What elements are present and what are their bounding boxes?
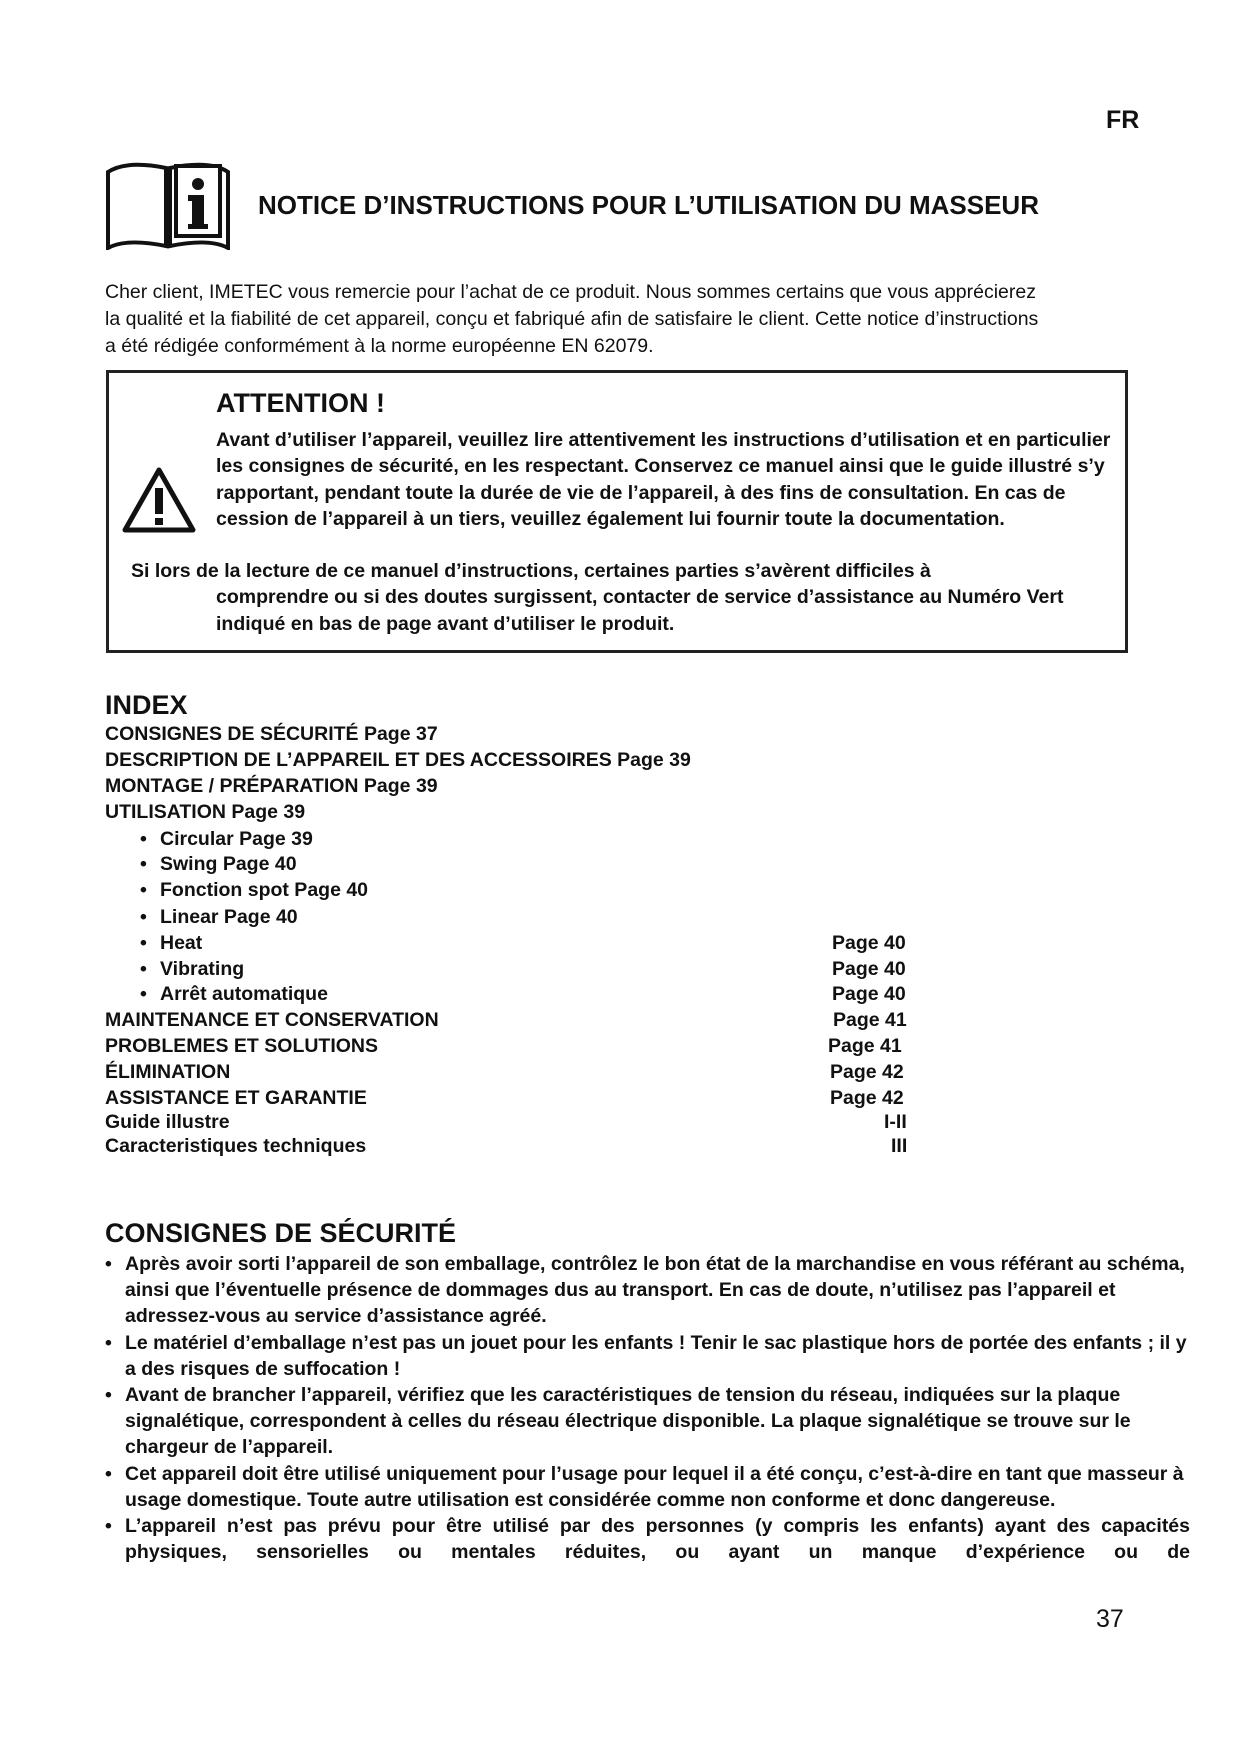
index-entry: ASSISTANCE ET GARANTIE: [105, 1087, 367, 1109]
page-number: 37: [1096, 1605, 1124, 1633]
index-entry: Guide illustre: [105, 1111, 230, 1133]
index-entry: UTILISATION Page 39: [105, 801, 306, 823]
index-page: Page 40: [832, 932, 906, 954]
intro-line: a été rédigée conformément à la norme européenne EN 62079.: [105, 335, 654, 357]
index-subentry: • Swing Page 40: [140, 852, 297, 876]
page-title: NOTICE D’INSTRUCTIONS POUR L’UTILISATION DU MASSEUR: [258, 190, 1039, 220]
index-entry: MAINTENANCE ET CONSERVATION: [105, 1009, 439, 1031]
safety-list: [105, 1251, 1190, 1565]
index-subentry: • Linear Page 40: [140, 905, 298, 929]
intro-line: Cher client, IMETEC vous remercie pour l’achat de ce produit. Nous sommes certains que vous apprécierez: [105, 281, 1036, 303]
safety-item: • L’appareil n’est pas prévu pour être utilisé par des personnes (y compris les enfants) ayant des capacités physiques, sensorielles ou mentales réduites, ou ayant un manque d’expérience ou de: [105, 1513, 1190, 1565]
index-page: Page 42: [830, 1087, 904, 1109]
attention-paragraph-2: [131, 558, 1128, 637]
intro-paragraph: [105, 279, 1155, 360]
attention-text: Si lors de la lecture de ce manuel d’instructions, certaines parties s’avèrent difficiles à: [131, 560, 931, 582]
safety-item: • Avant de brancher l’appareil, vérifiez que les caractéristiques de tension du réseau, indiquées sur la plaque signalétique, correspondent à celles du réseau électrique disponible. La plaque signalétique se trouve sur le chargeur de l’appareil.: [105, 1382, 1190, 1461]
index-subentry: • Heat: [140, 931, 202, 955]
warning-triangle-icon: [121, 466, 197, 534]
index-page: Page 40: [832, 958, 906, 980]
safety-item: • Cet appareil doit être utilisé uniquement pour l’usage pour lequel il a été conçu, c’est-à-dire en tant que masseur à usage domestique. Toute autre utilisation est considérée comme non conforme et donc dangereuse.: [105, 1461, 1190, 1513]
intro-line: la qualité et la fiabilité de cet appareil, conçu et fabriqué afin de satisfaire le client. Cette notice d’instructions: [105, 308, 1039, 330]
language-code: FR: [1106, 106, 1140, 134]
index-entry: MONTAGE / PRÉPARATION Page 39: [105, 775, 438, 797]
index-subentry: • Fonction spot Page 40: [140, 878, 368, 902]
index-page: Page 42: [830, 1061, 904, 1083]
index-heading: INDEX: [105, 690, 188, 720]
index-page: Page 41: [828, 1035, 902, 1057]
index-entry: DESCRIPTION DE L’APPAREIL ET DES ACCESSOIRES Page 39: [105, 749, 691, 771]
index-page: Page 41: [833, 1009, 907, 1031]
index-subentry: • Vibrating: [140, 957, 244, 981]
info-book-icon: [104, 158, 232, 250]
attention-text: comprendre ou si des doutes surgissent, contacter de service d’assistance au Numéro Vert indiqué en bas de page avant d’utiliser le produit.: [216, 586, 1064, 635]
index-page: III: [891, 1135, 908, 1157]
attention-paragraph: Avant d’utiliser l’appareil, veuillez lire attentivement les instructions d’utilisation et en particulier les consignes de sécurité, en les respectant. Conservez ce manuel ainsi que le guide illustré s’y rapportant, pendant toute la durée de vie de l’appareil, à des fins de consultation. En cas de cession de l’appareil à un tiers, veuillez également lui fournir toute la documentation.: [216, 429, 1111, 530]
index-page: I-II: [884, 1111, 907, 1133]
safety-item: • Après avoir sorti l’appareil de son emballage, contrôlez le bon état de la marchandise en vous référant au schéma, ainsi que l’éventuelle présence de dommages dus au transport. En cas de doute, n’utilisez pas l’appareil et adressez-vous au service d’assistance agréé.: [105, 1251, 1190, 1330]
attention-title: ATTENTION !: [216, 388, 385, 418]
safety-item: • Le matériel d’emballage n’est pas un jouet pour les enfants ! Tenir le sac plastique hors de portée des enfants ; il y a des risques de suffocation !: [105, 1330, 1190, 1382]
index-entry: ÉLIMINATION: [105, 1061, 231, 1083]
index-entry: Caracteristiques techniques: [105, 1135, 367, 1157]
index-entry: PROBLEMES ET SOLUTIONS: [105, 1035, 379, 1057]
safety-heading: CONSIGNES DE SÉCURITÉ: [105, 1218, 457, 1248]
index-entry: CONSIGNES DE SÉCURITÉ Page 37: [105, 723, 438, 745]
index-page: Page 40: [832, 983, 906, 1005]
index-subentry: • Circular Page 39: [140, 827, 313, 851]
index-subentry: • Arrêt automatique: [140, 982, 328, 1006]
